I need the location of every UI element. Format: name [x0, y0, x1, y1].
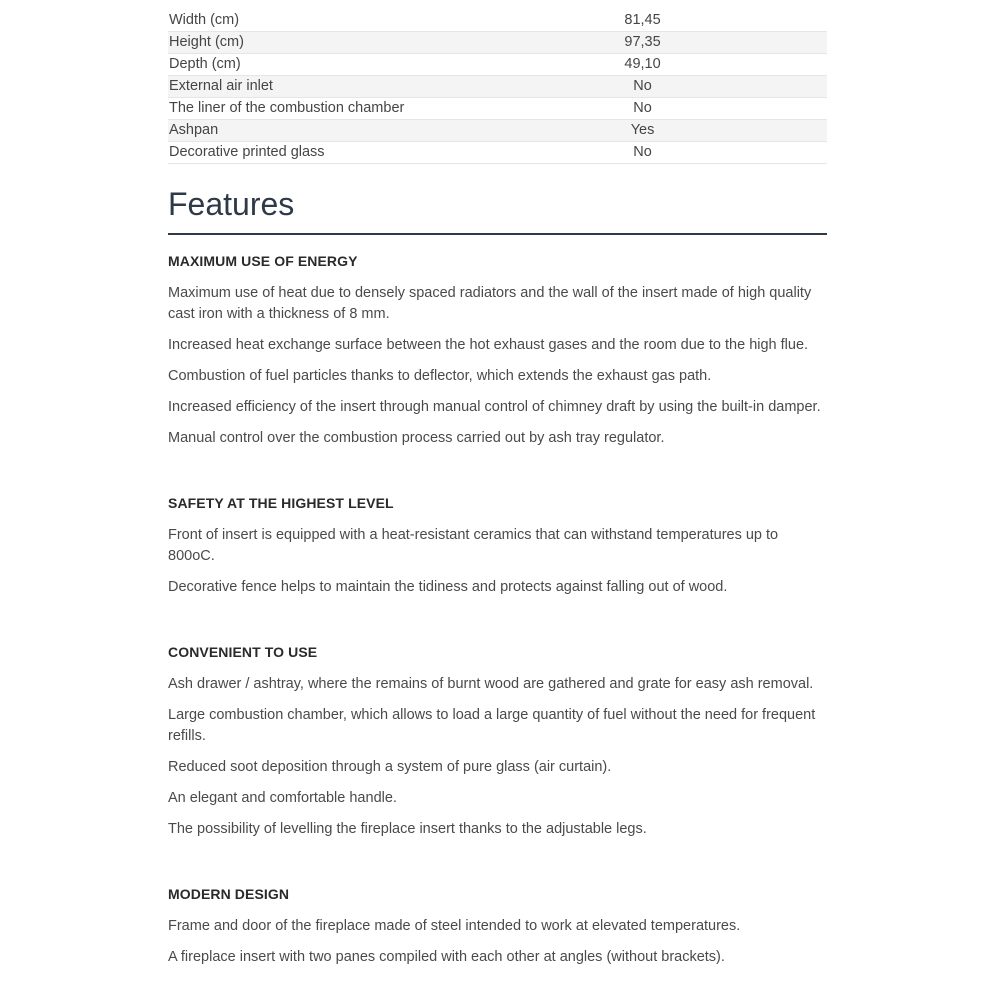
section-paragraph: Increased heat exchange surface between the hot exhaust gases and the room due to the high flue. — [168, 337, 809, 353]
spec-label: Height (cm) — [168, 32, 608, 54]
section-paragraph: Reduced soot deposition through a system of pure glass (air curtain). — [168, 759, 612, 775]
feature-section-energy — [168, 235, 827, 449]
spec-value: 97,35 — [608, 32, 827, 54]
section-paragraph: Front of insert is equipped with a heat-resistant ceramics that can withstand temperatures up to 800oC. — [168, 527, 779, 564]
table-row — [168, 76, 827, 98]
feature-section-safety — [168, 494, 827, 598]
spec-label: Depth (cm) — [168, 54, 608, 76]
features-heading: Features — [168, 184, 827, 235]
section-paragraph: Combustion of fuel particles thanks to deflector, which extends the exhaust gas path. — [168, 368, 712, 384]
product-details — [168, 0, 827, 968]
table-row — [168, 54, 827, 76]
spec-label: Decorative printed glass — [168, 142, 608, 164]
table-row — [168, 98, 827, 120]
spec-label: Width (cm) — [168, 10, 608, 32]
table-row — [168, 142, 827, 164]
section-paragraph: Ash drawer / ashtray, where the remains of burnt wood are gathered and grate for easy ash removal. — [168, 676, 814, 692]
spec-value: 49,10 — [608, 54, 827, 76]
section-heading: CONVENIENT TO USE — [168, 644, 318, 660]
spec-value: No — [608, 98, 827, 120]
spec-value: 81,45 — [608, 10, 827, 32]
feature-section-convenience — [168, 643, 827, 840]
spec-value: No — [608, 76, 827, 98]
table-row — [168, 32, 827, 54]
table-row — [168, 120, 827, 142]
section-paragraph: Decorative fence helps to maintain the tidiness and protects against falling out of wood. — [168, 579, 728, 595]
section-paragraph: An elegant and comfortable handle. — [168, 790, 397, 806]
feature-section-design — [168, 885, 827, 968]
section-paragraph: The possibility of levelling the fireplace insert thanks to the adjustable legs. — [168, 821, 647, 837]
table-row — [168, 10, 827, 32]
section-heading: SAFETY AT THE HIGHEST LEVEL — [168, 495, 394, 511]
section-paragraph: A fireplace insert with two panes compiled with each other at angles (without brackets). — [168, 949, 725, 965]
spec-value: Yes — [608, 120, 827, 142]
section-paragraph: Large combustion chamber, which allows to load a large quantity of fuel without the need for frequent refills. — [168, 707, 816, 744]
section-heading: MAXIMUM USE OF ENERGY — [168, 253, 358, 269]
section-heading: MODERN DESIGN — [168, 886, 290, 902]
spec-value: No — [608, 142, 827, 164]
spec-label: External air inlet — [168, 76, 608, 98]
spec-label: Ashpan — [168, 120, 608, 142]
section-paragraph: Manual control over the combustion process carried out by ash tray regulator. — [168, 430, 665, 446]
section-paragraph: Frame and door of the fireplace made of steel intended to work at elevated temperatures. — [168, 918, 741, 934]
section-paragraph: Maximum use of heat due to densely spaced radiators and the wall of the insert made of high quality cast iron with a thickness of 8 mm. — [168, 285, 812, 322]
spec-label: The liner of the combustion chamber — [168, 98, 608, 120]
section-paragraph: Increased efficiency of the insert through manual control of chimney draft by using the built-in damper. — [168, 399, 821, 415]
specifications-table — [168, 10, 827, 164]
